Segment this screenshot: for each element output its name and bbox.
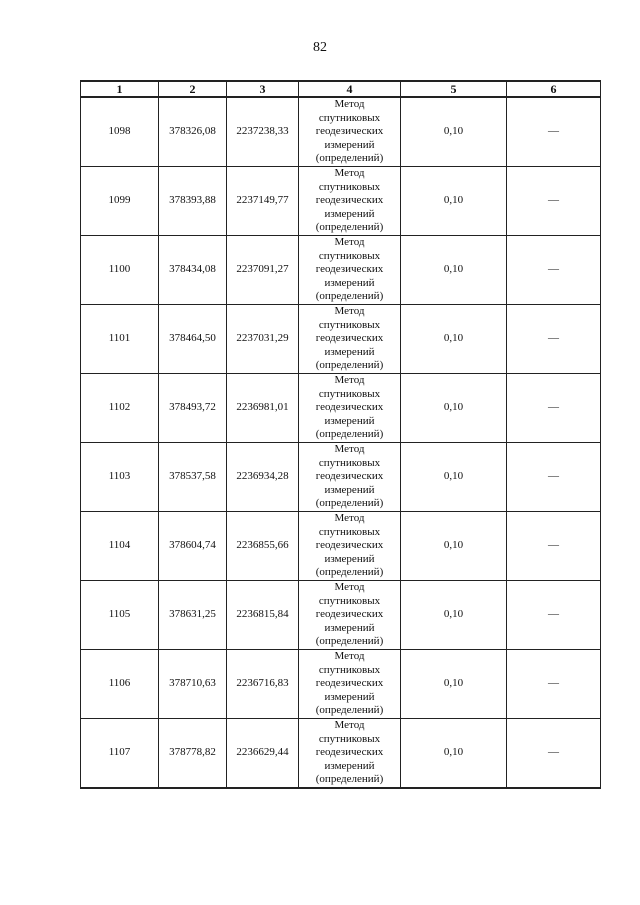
method-line: спутниковых <box>318 594 381 607</box>
method-line: (определений) <box>315 359 384 372</box>
method-line: измерений <box>324 690 375 703</box>
method-line: Метод <box>334 98 365 111</box>
point-number-cell: 1103 <box>81 443 159 512</box>
note-cell: — <box>507 443 601 512</box>
table-row <box>81 167 601 236</box>
point-number-cell: 1102 <box>81 374 159 443</box>
method-cell <box>299 305 401 374</box>
table-row <box>81 374 601 443</box>
method-line: спутниковых <box>318 732 381 745</box>
x-coordinate-cell: 378434,08 <box>159 236 227 305</box>
method-cell <box>299 236 401 305</box>
accuracy-cell: 0,10 <box>401 167 507 236</box>
y-coordinate-cell: 2236934,28 <box>227 443 299 512</box>
table-row <box>81 305 601 374</box>
method-line: спутниковых <box>318 525 381 538</box>
column-header-5: 5 <box>401 81 507 97</box>
method-line: геодезических <box>315 332 384 345</box>
method-line: геодезических <box>315 470 384 483</box>
point-number-cell: 1105 <box>81 581 159 650</box>
accuracy-cell: 0,10 <box>401 97 507 167</box>
accuracy-cell: 0,10 <box>401 305 507 374</box>
x-coordinate-cell: 378464,50 <box>159 305 227 374</box>
method-line: Метод <box>334 167 365 180</box>
y-coordinate-cell: 2237238,33 <box>227 97 299 167</box>
method-cell <box>299 581 401 650</box>
method-line: Метод <box>334 236 365 249</box>
method-cell <box>299 374 401 443</box>
note-cell: — <box>507 97 601 167</box>
method-line: геодезических <box>315 539 384 552</box>
method-line: измерений <box>324 276 375 289</box>
method-line: спутниковых <box>318 456 381 469</box>
method-line: геодезических <box>315 194 384 207</box>
method-line: измерений <box>324 207 375 220</box>
method-line: измерений <box>324 138 375 151</box>
method-line: геодезических <box>315 677 384 690</box>
y-coordinate-cell: 2236629,44 <box>227 719 299 789</box>
method-line: Метод <box>334 374 365 387</box>
table-row <box>81 97 601 167</box>
coordinates-table <box>80 80 601 789</box>
method-line: Метод <box>334 581 365 594</box>
method-cell <box>299 512 401 581</box>
x-coordinate-cell: 378537,58 <box>159 443 227 512</box>
accuracy-cell: 0,10 <box>401 650 507 719</box>
table-row <box>81 443 601 512</box>
method-line: (определений) <box>315 635 384 648</box>
x-coordinate-cell: 378493,72 <box>159 374 227 443</box>
method-line: (определений) <box>315 773 384 786</box>
note-cell: — <box>507 512 601 581</box>
table-row <box>81 581 601 650</box>
method-line: (определений) <box>315 497 384 510</box>
method-line: спутниковых <box>318 318 381 331</box>
method-line: (определений) <box>315 428 384 441</box>
point-number-cell: 1104 <box>81 512 159 581</box>
accuracy-cell: 0,10 <box>401 443 507 512</box>
method-line: геодезических <box>315 263 384 276</box>
method-line: спутниковых <box>318 111 381 124</box>
y-coordinate-cell: 2236981,01 <box>227 374 299 443</box>
page-number: 82 <box>313 40 327 55</box>
table-body <box>81 97 601 788</box>
y-coordinate-cell: 2236855,66 <box>227 512 299 581</box>
note-cell: — <box>507 650 601 719</box>
method-line: (определений) <box>315 566 384 579</box>
method-cell <box>299 443 401 512</box>
point-number-cell: 1101 <box>81 305 159 374</box>
x-coordinate-cell: 378326,08 <box>159 97 227 167</box>
accuracy-cell: 0,10 <box>401 581 507 650</box>
method-line: (определений) <box>315 221 384 234</box>
method-line: спутниковых <box>318 663 381 676</box>
accuracy-cell: 0,10 <box>401 512 507 581</box>
point-number-cell: 1106 <box>81 650 159 719</box>
point-number-cell: 1099 <box>81 167 159 236</box>
accuracy-cell: 0,10 <box>401 236 507 305</box>
point-number-cell: 1107 <box>81 719 159 789</box>
note-cell: — <box>507 167 601 236</box>
accuracy-cell: 0,10 <box>401 719 507 789</box>
column-header-3: 3 <box>227 81 299 97</box>
method-line: (определений) <box>315 704 384 717</box>
point-number-cell: 1100 <box>81 236 159 305</box>
note-cell: — <box>507 719 601 789</box>
note-cell: — <box>507 305 601 374</box>
y-coordinate-cell: 2236716,83 <box>227 650 299 719</box>
header-row <box>81 81 601 97</box>
column-header-2: 2 <box>159 81 227 97</box>
x-coordinate-cell: 378710,63 <box>159 650 227 719</box>
table-row <box>81 719 601 789</box>
point-number-cell: 1098 <box>81 97 159 167</box>
method-cell <box>299 97 401 167</box>
column-header-1: 1 <box>81 81 159 97</box>
method-line: геодезических <box>315 746 384 759</box>
table-row <box>81 650 601 719</box>
method-line: измерений <box>324 414 375 427</box>
method-line: (определений) <box>315 290 384 303</box>
note-cell: — <box>507 374 601 443</box>
method-line: геодезических <box>315 401 384 414</box>
y-coordinate-cell: 2237149,77 <box>227 167 299 236</box>
method-line: спутниковых <box>318 249 381 262</box>
column-header-4: 4 <box>299 81 401 97</box>
table-row <box>81 236 601 305</box>
accuracy-cell: 0,10 <box>401 374 507 443</box>
method-line: Метод <box>334 719 365 732</box>
x-coordinate-cell: 378778,82 <box>159 719 227 789</box>
method-line: Метод <box>334 443 365 456</box>
y-coordinate-cell: 2237031,29 <box>227 305 299 374</box>
method-cell <box>299 719 401 789</box>
method-line: геодезических <box>315 125 384 138</box>
y-coordinate-cell: 2237091,27 <box>227 236 299 305</box>
x-coordinate-cell: 378631,25 <box>159 581 227 650</box>
method-line: Метод <box>334 650 365 663</box>
column-header-6: 6 <box>507 81 601 97</box>
method-line: измерений <box>324 759 375 772</box>
x-coordinate-cell: 378393,88 <box>159 167 227 236</box>
note-cell: — <box>507 581 601 650</box>
method-line: спутниковых <box>318 180 381 193</box>
method-line: спутниковых <box>318 387 381 400</box>
note-cell: — <box>507 236 601 305</box>
method-line: измерений <box>324 345 375 358</box>
x-coordinate-cell: 378604,74 <box>159 512 227 581</box>
method-cell <box>299 167 401 236</box>
method-line: (определений) <box>315 152 384 165</box>
method-line: Метод <box>334 305 365 318</box>
y-coordinate-cell: 2236815,84 <box>227 581 299 650</box>
method-line: Метод <box>334 512 365 525</box>
table-header <box>81 81 601 97</box>
method-line: измерений <box>324 621 375 634</box>
method-line: измерений <box>324 552 375 565</box>
method-line: геодезических <box>315 608 384 621</box>
table-row <box>81 512 601 581</box>
method-line: измерений <box>324 483 375 496</box>
method-cell <box>299 650 401 719</box>
